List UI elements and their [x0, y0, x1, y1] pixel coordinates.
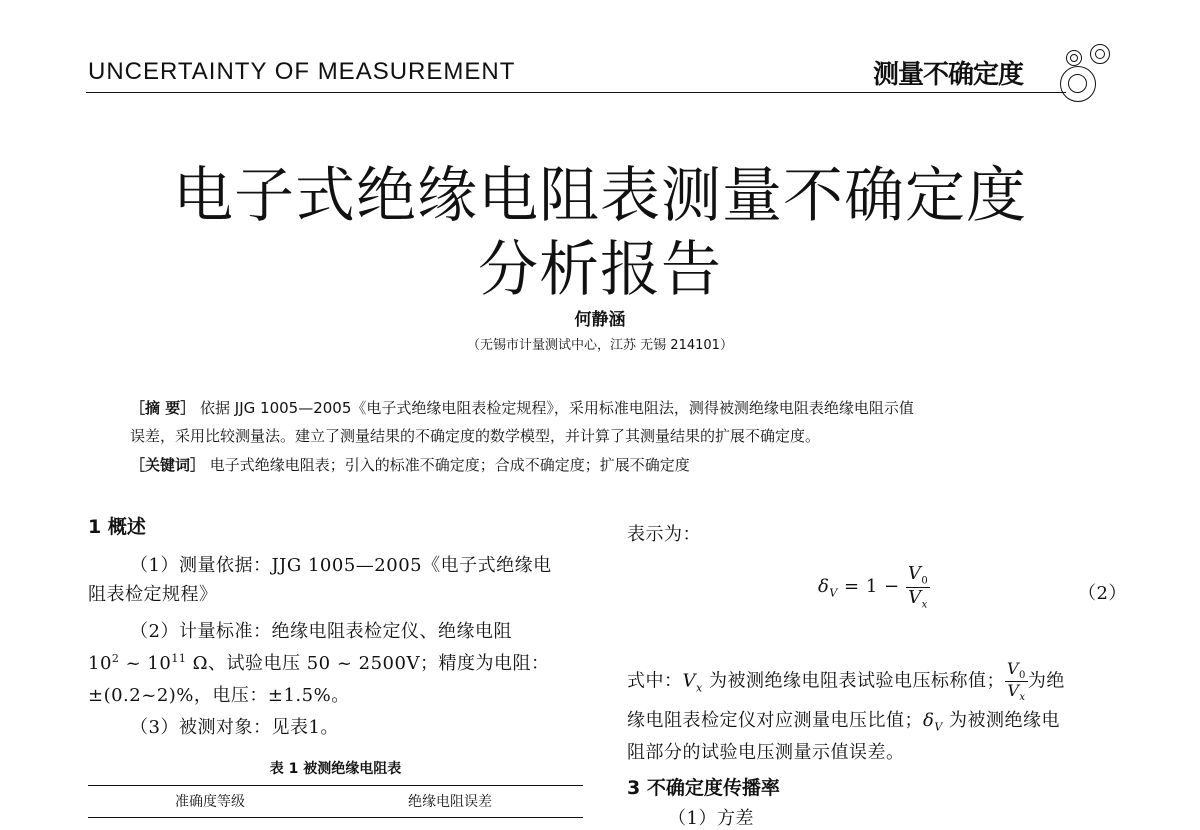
p2-sup-2: 11 [171, 652, 187, 665]
p2-sup-1: 2 [111, 652, 120, 665]
title-line-1: 电子式绝缘电阻表测量不确定度 [173, 161, 1027, 231]
where-frac-num-sub: 0 [1019, 670, 1026, 682]
where-b: 为被测绝缘电阻表试验电压标称值； [702, 670, 1005, 692]
abstract-line-2: 误差，采用比较测量法。建立了测量结果的不确定度的数学模型，并计算了其测量结果的扩展不确定度。 [130, 427, 821, 445]
table-top-rule [88, 785, 583, 786]
section-1-p3: （3）被测对象：见表1。 [130, 717, 339, 738]
section-1-p2-line2 [88, 649, 549, 675]
keywords-label: ［关键词］ [130, 456, 206, 474]
section-badge: 测量不确定度 [873, 60, 1024, 90]
line2-a: 缘电阻表检定仪对应测量电压比值； [627, 710, 923, 731]
where-frac-den-sub: x [1019, 692, 1026, 704]
where-vx: V [682, 670, 696, 692]
right-intro: 表示为： [627, 524, 701, 545]
eq-den: V [908, 586, 922, 608]
author: 何静涵 [574, 310, 626, 330]
where-fraction [1005, 660, 1028, 703]
p2-text-a: 10 [88, 653, 112, 674]
title-line-2: 分析报告 [478, 235, 722, 305]
where-a: 式中： [627, 670, 683, 692]
eq-num: V [907, 563, 922, 584]
eq-den-sub: x [921, 599, 928, 611]
eq-delta: δ [818, 576, 830, 598]
header-rule [86, 92, 1066, 93]
line2-b: 为被测绝缘电 [942, 710, 1061, 731]
section-1-p1-line2: 阻表检定规程》 [88, 584, 218, 605]
abstract-line-1 [130, 397, 914, 418]
abstract-text-1: 依据 JJG 1005—2005《电子式绝缘电阻表检定规程》，采用标准电阻法，测得被测绝缘电阻表绝缘电阻示值 [200, 399, 914, 417]
section-3-sub-1: （1）方差 [668, 808, 754, 829]
where-line-1 [627, 660, 1065, 703]
section-1-p2-line3: ±(0.2~2)%，电压：±1.5%。 [88, 685, 350, 706]
where-frac-num: V [1006, 659, 1020, 678]
keywords-line [130, 454, 690, 475]
eq-num-sub: 0 [921, 575, 929, 587]
equation-number: （2） [1078, 583, 1127, 604]
p2-text-c: Ω、试验电压 50 ~ 2500V；精度为电阻： [186, 653, 550, 674]
section-3-heading: 3 不确定度传播率 [627, 777, 780, 799]
p2-text-b: ~ 10 [119, 653, 172, 674]
eq-fraction [906, 564, 930, 610]
where-frac-den: V [1007, 681, 1020, 701]
line2-delta: δ [923, 710, 935, 731]
line2-delta-sub: V [934, 720, 943, 734]
abstract-label: ［摘 要］ [130, 399, 196, 417]
affiliation: （无锡市计量测试中心，江苏 无锡 214101） [467, 338, 733, 353]
keywords-text: 电子式绝缘电阻表；引入的标准不确定度；合成不确定度；扩展不确定度 [209, 456, 690, 474]
table-header-rule [88, 817, 583, 818]
equation-2 [818, 564, 930, 610]
eq-mid: = 1 − [837, 576, 906, 598]
table-header-grade: 准确度等级 [175, 794, 245, 810]
section-1-p1-line1: （1）测量依据：JJG 1005—2005《电子式绝缘电 [130, 555, 552, 576]
where-vx-sub: x [696, 681, 703, 695]
table-header-error: 绝缘电阻误差 [408, 794, 492, 810]
table-1-caption: 表 1 被测绝缘电阻表 [269, 761, 402, 777]
section-1-heading: 1 概述 [88, 516, 146, 538]
where-c: 为绝 [1027, 670, 1065, 692]
running-head: UNCERTAINTY OF MEASUREMENT [88, 58, 516, 85]
where-line-3: 阻部分的试验电压测量示值误差。 [627, 742, 905, 763]
where-line-2 [627, 706, 1060, 734]
section-1-p2-line1: （2）计量标准：绝缘电阻表检定仪、绝缘电阻 [130, 621, 512, 642]
eq-delta-sub: V [829, 586, 838, 600]
